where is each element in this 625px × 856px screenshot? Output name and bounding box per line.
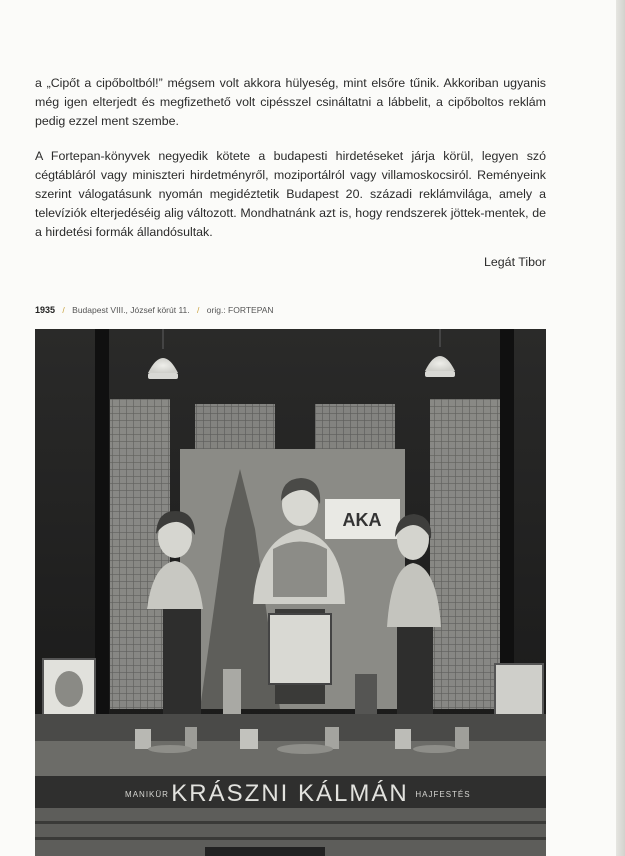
- paragraph-2: [35, 147, 546, 242]
- author-signature: Legát Tibor: [484, 255, 546, 269]
- photo-caption: [35, 305, 274, 315]
- glass-panel-top-right: [315, 404, 395, 449]
- shop-sign-main: KRÁSZNI KÁLMÁN: [171, 780, 409, 807]
- pedestal-left: [163, 609, 201, 714]
- perfume-box: [355, 674, 377, 714]
- caption-separator: /: [62, 305, 65, 315]
- perfume-bottle: [223, 669, 241, 714]
- glass-panel-right: [430, 399, 500, 709]
- shop-sign-left: MANIKÜR: [125, 790, 169, 799]
- glass-panel-top-left: [195, 404, 275, 449]
- poster-sign-text: AKA: [342, 510, 382, 530]
- shop-sign-right: HAJFESTÉS: [415, 790, 471, 799]
- caption-year: 1935: [35, 305, 56, 315]
- caption-location: Budapest VIII., József körút 11.: [72, 305, 190, 315]
- glass-panel-left: [110, 399, 170, 709]
- page-edge: [616, 0, 625, 856]
- photo-illustration: [35, 329, 546, 856]
- caption-separator-2: /: [197, 305, 200, 315]
- caption-source: orig.: FORTEPAN: [206, 305, 274, 315]
- pedestal-right: [397, 624, 433, 714]
- center-display-card: [269, 614, 331, 684]
- paragraph-1-text: a „Cipőt a cipőboltból!” mégsem volt akkora hülyeség, mint elsőre tűnik. Akkoriban ugyanis még igen elterjedt és megfizethető volt cipésszel csináltatni a lábbelit, a cipőboltos reklám pedig ezzel ment szembe.: [35, 76, 546, 128]
- shop-window-photo: [35, 329, 546, 856]
- center-mannequin-dress: [273, 542, 327, 598]
- paragraph-1: [35, 74, 546, 131]
- display-shelf: [35, 714, 546, 744]
- paragraph-2-text: A Fortepan-könyvek negyedik kötete a budapesti hirdetéseket járja körül, legyen szó cégtábláról vagy miniszteri hirdetményről, moziportálról vagy villamoskocsiról. Reményeink szerint válogatásunk nyomán megidéztetik Budapest 20. századi reklámvilága, amely a televíziók elterjedéséig alig változott. Mondhatnánk azt is, hogy rendszerek jöttek-mentek, de a hirdetési formák állandósultak.: [35, 149, 546, 239]
